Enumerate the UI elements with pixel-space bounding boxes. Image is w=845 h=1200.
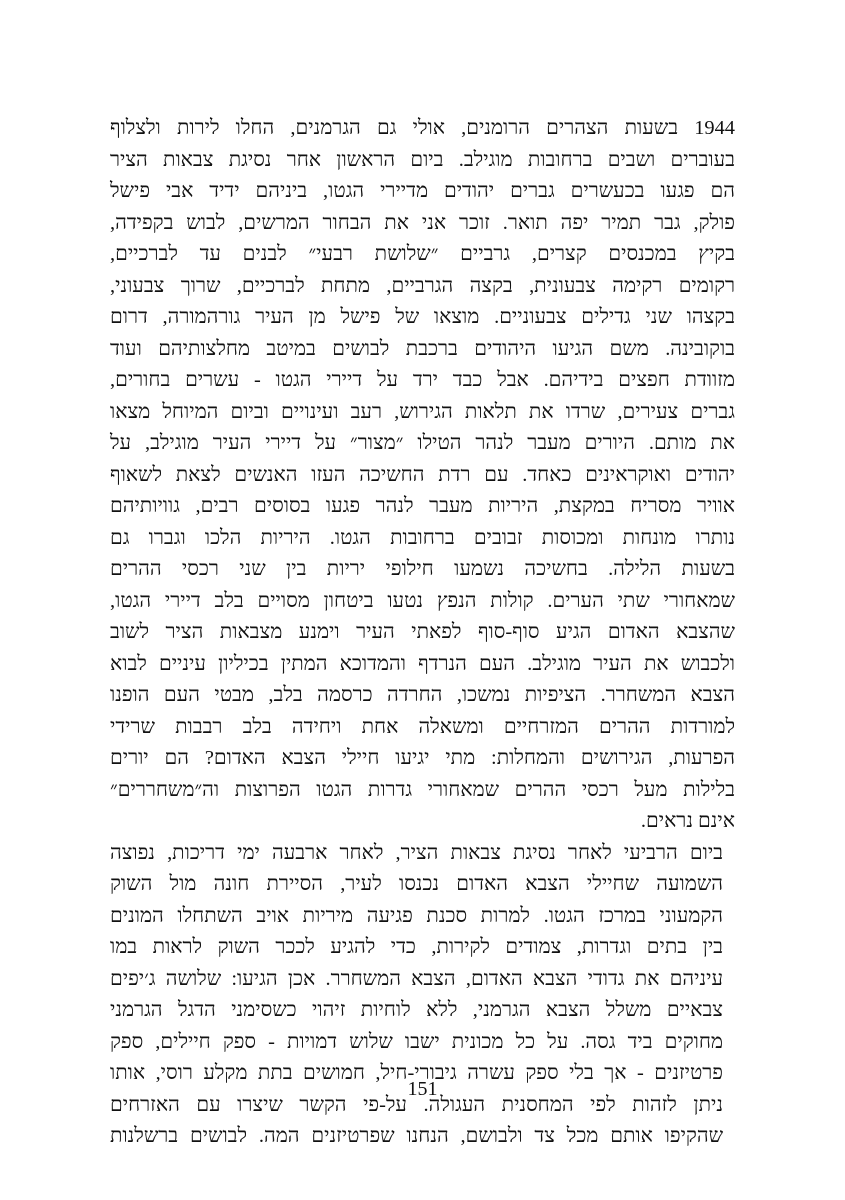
paragraph-1	[110, 113, 735, 838]
text-line: השמועה שחיילי הצבא האדום נכנסו לעיר, הסיירת חונה מול השוק	[110, 873, 723, 895]
text-line: ניתן לזהות לפי המחסנית העגולה. על-פי הקשר שיצרו עם האזרחים	[110, 1093, 723, 1116]
text-line: שהקיפו אותם מכל צד ולבושם, הנחנו שפרטיזנים המה. לבושים ברשלנות	[110, 1125, 723, 1147]
paragraph-2	[110, 838, 735, 1153]
text-line: ביום הרביעי לאחר נסיגת צבאות הציר, לאחר ארבעה ימי דריכות, נפוצה	[110, 841, 723, 864]
text-line: שהצבא האדום הגיע סוף-סוף לפאתי העיר וימנע מצבאות הציר לשוב	[110, 621, 735, 643]
text-line: בקיץ במכנסים קצרים, גרביים ״שלושת רבעי״ לבנים עד לברכיים,	[110, 243, 735, 265]
document-body	[110, 113, 735, 1147]
text-line: אוויר מסריח במקצת, היריות מעבר לנהר פגעו בסוסים רבים, גוויותיהם	[110, 495, 735, 517]
text-line: צבאיים משלל הצבא הגרמני, ללא לוחיות זיהוי כשסימני הדגל הגרמני	[110, 999, 723, 1021]
text-line: בלילות מעל רכסי ההרים שמאחורי גדרות הגטו הפרוצות וה״משחררים״	[110, 778, 735, 801]
text-line: בין בתים וגדרות, צמודים לקירות, כדי להגיע לככר השוק לראות במו	[110, 936, 723, 958]
text-line: שמאחורי שתי הערים. קולות הנפץ נטעו ביטחון מסויים בלב דיירי הגטו,	[110, 589, 735, 612]
text-line: ולכבוש את העיר מוגילב. העם הנרדף והמדוכא המתין בכיליון עיניים לבוא	[110, 652, 735, 675]
text-line: בקצהו שני גדילים צבעוניים. מוצאו של פישל מן העיר גורהמורה, דרום	[110, 306, 735, 328]
text-line: הקמעוני במרכז הגטו. למרות סכנת פגיעה מיריות אויב השתחלו המונים	[110, 904, 723, 927]
text-line: למורדות ההרים המזרחיים ומשאלה אחת ויחידה בלב רבבות שרידי	[110, 715, 735, 738]
text-line: הם פגעו בכעשרים גברים יהודים מדיירי הגטו, ביניהם ידיד אבי פישל	[110, 180, 735, 202]
text-line: יהודים ואוקראינים כאחד. עם רדת החשיכה העזו האנשים לצאת לשאוף	[110, 463, 735, 486]
page-number: 151	[407, 1078, 438, 1100]
text-line: הצבא המשחרר. הציפיות נמשכו, החרדה כרסמה בלב, מבטי העם הופנו	[110, 684, 735, 706]
text-line: רקומים רקימה צבעונית, בקצה הגרביים, מתחת לברכיים, שרוך צבעוני,	[110, 274, 735, 297]
text-line: פולק, גבר תמיר יפה תואר. זוכר אני את הבחור המרשים, לבוש בקפידה,	[110, 211, 735, 234]
text-line: 1944 בשעות הצהרים הרומנים, אולי גם הגרמנים, החלו לירות ולצלוף	[110, 117, 735, 139]
text-line: בשעות הלילה. בחשיכה נשמעו חילופי יריות בין שני רכסי ההרים	[110, 558, 735, 580]
text-line: אינם נראים.	[640, 810, 735, 832]
text-line: נותרו מונחות ומכוסות זבובים ברחובות הגטו. היריות הלכו וגברו גם	[110, 526, 735, 549]
text-line: בעוברים ושבים ברחובות מוגילב. ביום הראשון אחר נסיגת צבאות הציר	[110, 148, 735, 171]
text-line: מחוקים ביד גסה. על כל מכונית ישבו שלוש דמויות - ספק חיילים, ספק	[110, 1030, 723, 1053]
text-line: הפרעות, הגירושים והמחלות: מתי יגיעו חיילי הצבא האדום? הם יורים	[110, 747, 735, 769]
text-line: מזוודת חפצים בידיהם. אבל כבד ירד על דיירי הגטו - עשרים בחורים,	[110, 369, 735, 391]
text-line: פרטיזנים - אך בלי ספק עשרה גיבורי-חיל, חמושים בתת מקלע רוסי, אותו	[110, 1062, 723, 1084]
text-line: בוקובינה. משם הגיעו היהודים ברכבת לבושים במיטב מחלצותיהם ועוד	[110, 337, 735, 360]
text-line: עיניהם את גדודי הצבא האדום, הצבא המשחרר. אכן הגיעו: שלושה ג׳יפים	[110, 967, 723, 990]
text-line: גברים צעירים, שרדו את תלאות הגירוש, רעב ועינויים וביום המיוחל מצאו	[110, 400, 735, 423]
text-line: את מותם. היורים מעבר לנהר הטילו ״מצור״ על דיירי העיר מוגילב, על	[110, 432, 735, 454]
